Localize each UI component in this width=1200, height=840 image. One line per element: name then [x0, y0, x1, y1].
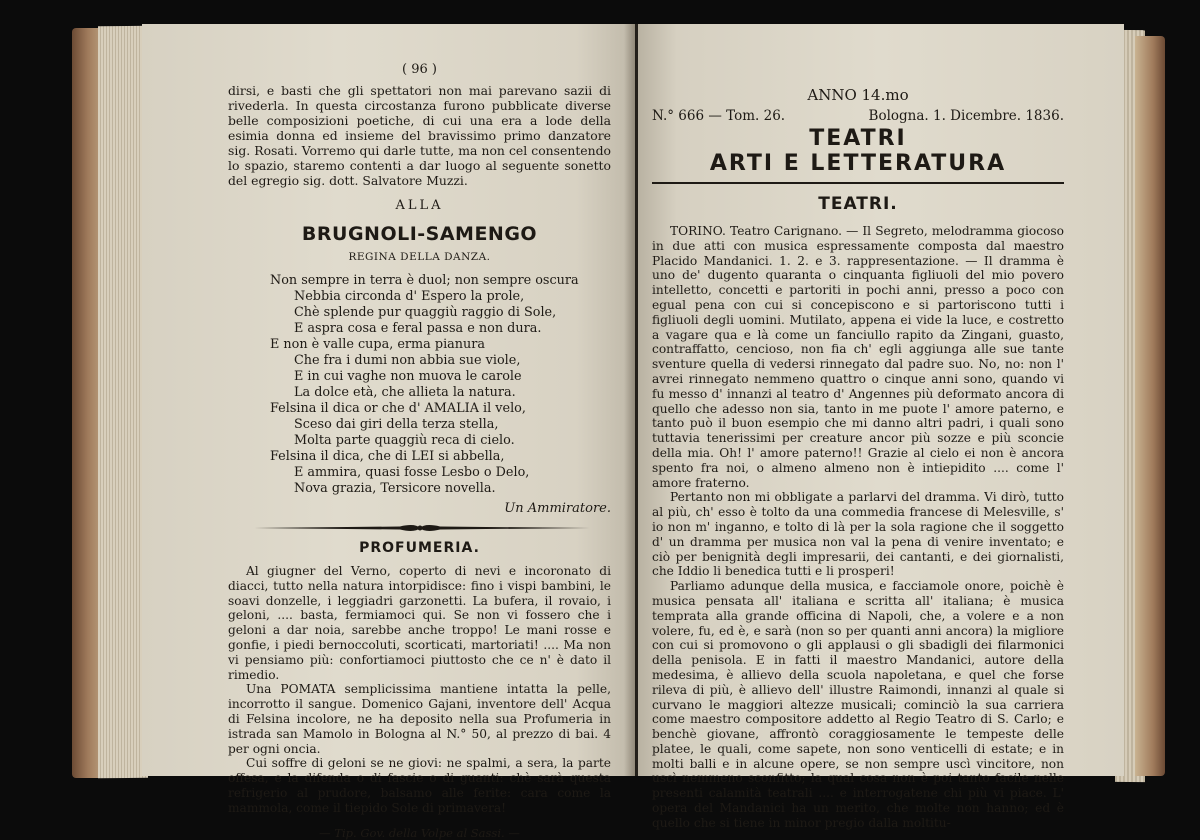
sonnet	[228, 273, 611, 497]
poem-line: Sceso dai giri della terza stella,	[294, 417, 499, 432]
poem-line: Non sempre in terra è duol; non sempre oscura	[270, 273, 579, 288]
poem-line: Chè splende pur quaggiù raggio di Sole,	[294, 305, 557, 320]
page-number: ( 96 )	[402, 62, 437, 77]
masthead	[652, 108, 1064, 124]
volume-year: ANNO 14.mo	[807, 86, 909, 104]
left-page-edges	[98, 26, 148, 779]
poem-line: Molta parte quaggiù reca di cielo.	[294, 433, 515, 448]
poem-line: E aspra cosa e feral passa e non dura.	[294, 321, 542, 336]
poem-line: Nebbia circonda d' Espero la prole,	[294, 289, 525, 304]
article-paragraph: Pertanto non mi obbligate a parlarvi del dramma. Vi dirò, tutto al più, ch' esso è tolto da una commedia francese di Melesville, s' io non m' inganno, e tolto di là per la sola ragione che il soggetto d' un dramma per musica non val la pena di venire inventato; e ciò per benignità degli impresarii, dei cantanti, e dei giornalisti, che Iddio li benedica tutti e li prosperi!	[652, 490, 1064, 579]
printer-imprint: — Tip. Gov. della Volpe al Sassi. —	[319, 825, 520, 840]
article-paragraph: Parliamo adunque della musica, e facciamole onore, poichè è musica pensata all' italiana e scritta all' italiana; è musica temprata alla grande officina di Napoli, che, a volere e a non volere, fu, ed è, e sarà (non so per quanti anni ancora) la migliore con cui si promovono o gli applausi o gli sbadigli dei filarmonici della penisola. E in fatti il maestro Mandanici, autore della medesima, è allievo della scuola napoletana, e quel che forse rileva di più, è allievo dell' illustre Raimondi, innanzi al quale si curvano le maggiori altezze musicali; cominciò la sua carriera come maestro compositore addetto al Regio Teatro di S. Carlo; e benchè giovane, affrontò coraggiosamente le tempeste delle platee, le quali, come sapete, non sono venticelli di estate; e in molti balli e in alcune opere, se non sempre uscì vincitore, non uscì nemmeno sconfitto; la qual cosa non è poi tanto facile nelle presenti calamità teatrali .... e interrogatene chi più vi piace. L' opera del Mandanici ha un merito, che molte non hanno; ed è quello che si tiene in minor pregio dalla moltitu-	[652, 579, 1064, 830]
poem-line: La dolce età, che allieta la natura.	[294, 385, 516, 400]
issue-number: N.° 666 — Tom. 26.	[652, 108, 786, 124]
poem-signature: Un Ammiratore.	[504, 501, 611, 516]
poem-dedicatee: BRUGNOLI-SAMENGO	[301, 223, 538, 245]
article-paragraph: TORINO. Teatro Carignano. — Il Segreto, melodramma giocoso in due atti con musica espressamente composta dal maestro Placido Mandanici. 1. 2. e 3. rappresentazione. — Il dramma è uno de' dugento quaranta o cinquanta figliuoli del mio povero intelletto, concetti e partoriti in pochi anni, presso a poco con egual pena con cui si concepiscono e si partoriscono tutti i figliuoli degli uomini. Mutilato, appena ei vide la luce, e costretto a vagare qua e là come un fanciullo rapito da Zingani, guasto, contraffatto, cencioso, non fia ch' egli aggiunga alle sue tante sventure quella di vedersi rinnegato dal padre suo. No, no: non l' avrei rinnegato nemmeno quattro o cinque anni sono, quando vi fu messo d' innanzi al teatro d' Angennes più deformato ancora di quello che adesso non sia, tanto in me puote l' amore paterno, e tanto può il buon esempio che mi danno altri padri, i quali sono tuttavia tenerissimi per creature ancor più sozze e più sconcie della mia. Oh! l' amore paterno!! Grazie al cielo ei non è ancora spento fra noi, o almeno almeno non è intiepidito .... come l' amore fraterno.	[652, 224, 1064, 490]
publication-title: TEATRI	[809, 126, 907, 151]
poem-dedication-prefix: ALLA	[395, 198, 444, 213]
poem-line: Che fra i dumi non abbia sue viole,	[294, 353, 521, 368]
left-page	[142, 24, 635, 840]
poem-line: E in cui vaghe non muova le carole	[294, 369, 522, 384]
section-heading: TEATRI.	[818, 194, 898, 214]
intro-paragraph: dirsi, e basti che gli spettatori non mai parevano sazii di rivederla. In questa circostanza furono pubblicate diverse belle composizioni poetiche, di cui una era a lode della esimia donna ed insieme del bravissimo primo danzatore sig. Rosati. Vorremo qui darle tutte, ma non cel consentendo lo spazio, staremo contenti a dar luogo al seguente sonetto del egregio sig. dott. Salvatore Muzzi.	[228, 83, 611, 188]
ad-paragraph: Cui soffre di geloni se ne giovi: ne spalmi, a sera, la parte offesa, e la difenda o di fascie o di guanti: chè sarà questa refrigerio al prudore, balsamo alle ferite: cara come la mammola, come il tiepido Sole di primavera!	[228, 756, 611, 815]
poem-line: Felsina il dica, che di LEI si abbella,	[270, 449, 505, 464]
poem-subtitle: REGINA DELLA DANZA.	[348, 251, 491, 263]
article-body	[652, 224, 1064, 831]
advertisement-text	[228, 564, 611, 816]
ad-paragraph: Una POMATA semplicissima mantiene intatta la pelle, incorrotto il sangue. Domenico Gajani, inventore dell' Acqua di Felsina incolore, ne ha deposito nella sua Profumeria in istrada san Mamolo in Bologna al N.° 50, al prezzo di bai. 4 per ogni oncia.	[228, 682, 611, 756]
right-page	[638, 24, 1124, 830]
place-date: Bologna. 1. Dicembre. 1836.	[868, 108, 1064, 124]
poem-line: Nova grazia, Tersicore novella.	[294, 481, 496, 496]
ad-paragraph: Al giugner del Verno, coperto di nevi e incoronato di diacci, tutto nella natura intorpidisce: fino i vispi bambini, le soavi donzelle, i leggiadri garzonetti. La bufera, il rovaio, i geloni, .... basta, fermiamoci qui. Se non vi fossero che i geloni a dar noia, sarebbe anche troppo! Le mani rosse e gonfie, i piedi bernoccoluti, scorticati, martoriati! .... Ma non vi pensiamo più: confortiamoci piuttosto che ce n' è dato il rimedio.	[228, 564, 611, 682]
advertisement-heading: PROFUMERIA.	[359, 540, 480, 556]
ornamental-rule	[250, 522, 590, 534]
poem-line: E ammira, quasi fosse Lesbo o Delo,	[294, 465, 530, 480]
right-cover-edge	[1135, 36, 1165, 776]
publication-subtitle: ARTI E LETTERATURA	[709, 151, 1007, 176]
poem-line: E non è valle cupa, erma pianura	[270, 337, 486, 352]
poem-line: Felsina il dica or che d' AMALIA il velo,	[270, 401, 526, 416]
title-rule	[652, 182, 1064, 184]
